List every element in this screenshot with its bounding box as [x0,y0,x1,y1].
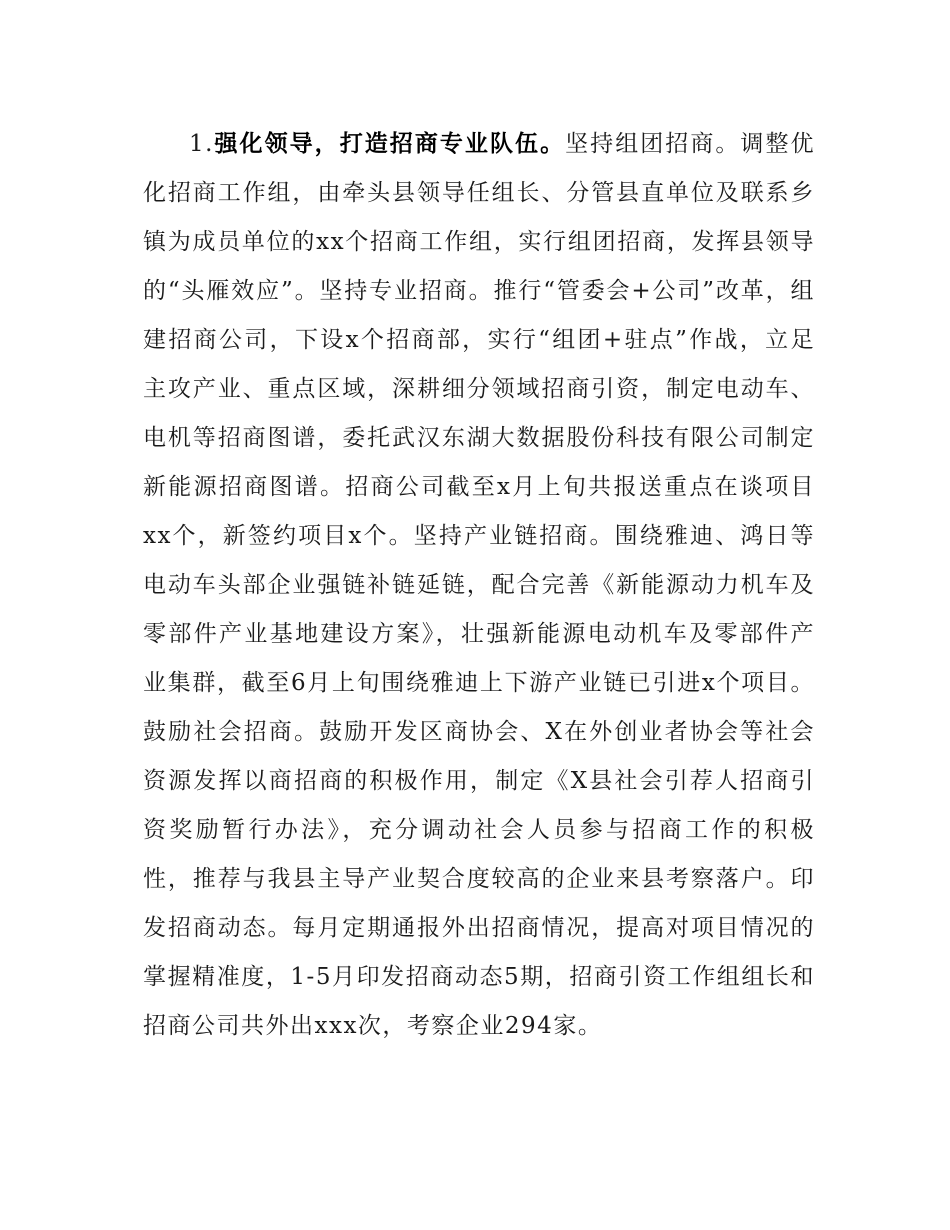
document-body [143,120,815,1051]
paragraph-body: 坚持组团招商。调整优化招商工作组，由牵头县领导任组长、分管县直单位及联系乡镇为成员单位的xx个招商工作组，实行组团招商，发挥县领导的“头雁效应”。坚持专业招商。推行“管委会+公司”改革，组建招商公司，下设x个招商部，实行“组团+驻点”作战，立足主攻产业、重点区域，深耕细分领域招商引资，制定电动车、电机等招商图谱，委托武汉东湖大数据股份科技有限公司制定新能源招商图谱。招商公司截至x月上旬共报送重点在谈项目xx个，新签约项目x个。坚持产业链招商。围绕雅迪、鸿日等电动车头部企业强链补链延链，配合完善《新能源动力机车及零部件产业基地建设方案》，壮强新能源电动机车及零部件产业集群，截至6月上旬围绕雅迪上下游产业链已引进x个项目。鼓励社会招商。鼓励开发区商协会、X在外创业者协会等社会资源发挥以商招商的积极作用，制定《X县社会引荐人招商引资奖励暂行办法》，充分调动社会人员参与招商工作的积极性，推荐与我县主导产业契合度较高的企业来县考察落户。印发招商动态。每月定期通报外出招商情况，提高对项目情况的掌握精准度，1-5月印发招商动态5期，招商引资工作组组长和招商公司共外出xxx次，考察企业294家。 [143,131,816,1039]
paragraph-heading: 强化领导，打造招商专业队伍。 [213,131,566,157]
paragraph [143,120,815,1051]
paragraph-number: 1. [189,131,214,157]
